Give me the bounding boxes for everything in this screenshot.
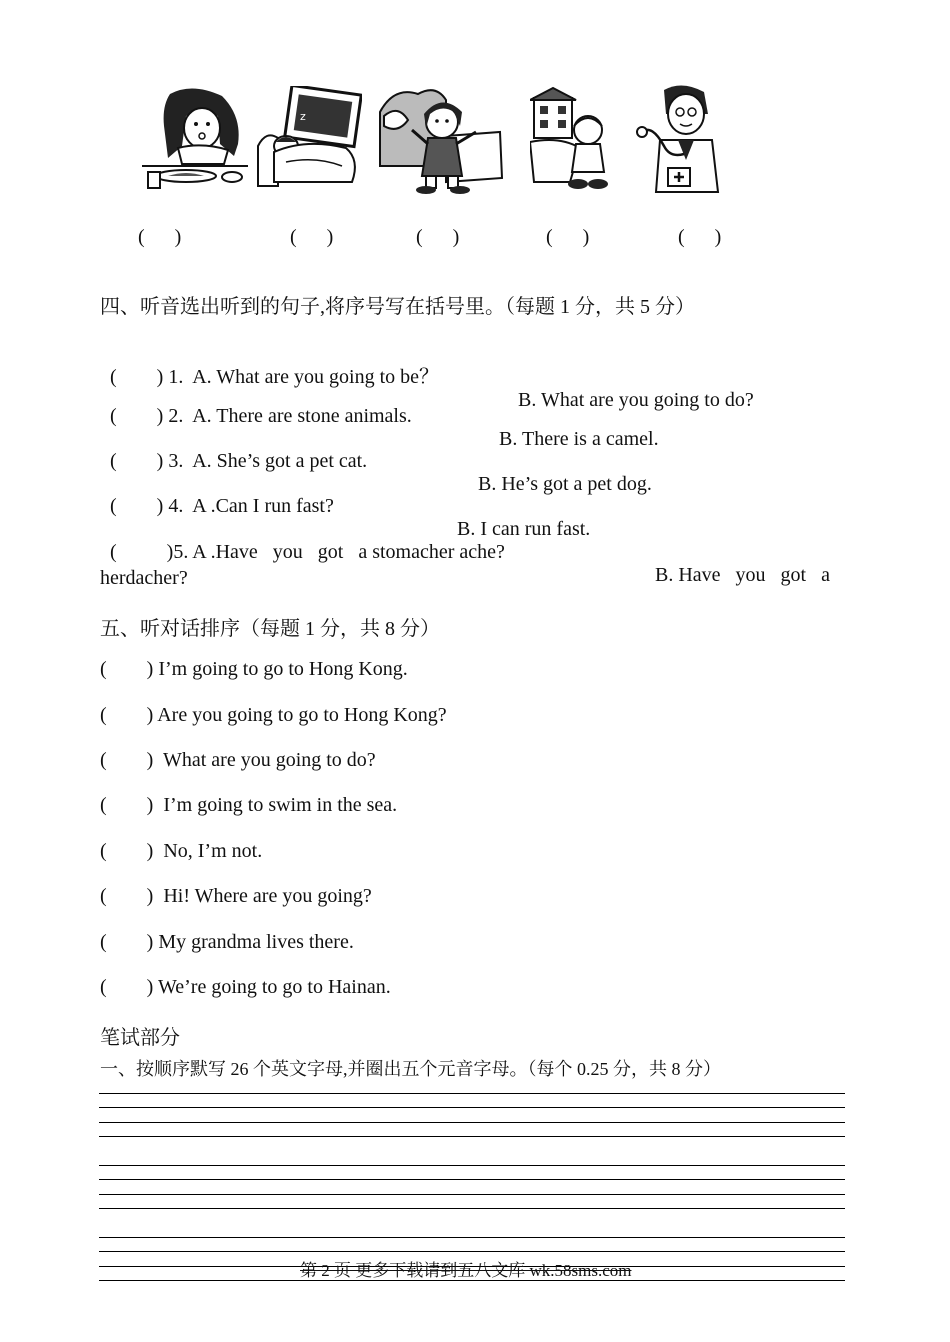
picture-answer-blank[interactable]: ( ) xyxy=(678,226,722,248)
written-part-title: 笔试部分 xyxy=(100,1027,180,1049)
picture-answer-blank[interactable]: ( ) xyxy=(138,226,182,248)
answer-blank[interactable]: ( ) xyxy=(100,704,154,726)
answer-blank[interactable]: ( ) xyxy=(100,931,154,953)
section-5-item xyxy=(100,885,372,908)
option-a: 5. A .Have you got a stomacher ache? xyxy=(173,541,505,563)
section-5-item xyxy=(100,840,262,863)
answer-blank[interactable]: ( ) xyxy=(110,366,164,388)
option-b: B. Have you got a xyxy=(655,564,830,586)
sentence: No, I’m not. xyxy=(153,840,263,862)
section-5-item xyxy=(100,794,397,817)
answer-blank[interactable]: ( ) xyxy=(100,658,154,680)
section-4-title: 四、听音选出听到的句子,将序号写在括号里。（每题 1 分，共 5 分） xyxy=(100,296,695,318)
answer-blank[interactable]: ( ) xyxy=(110,541,174,563)
sentence: Are you going to go to Hong Kong? xyxy=(153,704,447,726)
sentence: I’m going to swim in the sea. xyxy=(153,794,398,816)
picture-answer-blank[interactable]: ( ) xyxy=(546,226,590,248)
girl-waking-picture xyxy=(376,86,504,194)
answer-blank[interactable]: ( ) xyxy=(110,450,164,472)
svg-text:z: z xyxy=(300,110,306,123)
sentence: My grandma lives there. xyxy=(153,931,354,953)
option-b: B. What are you going to do? xyxy=(518,389,754,411)
option-b: B. I can run fast. xyxy=(457,518,591,540)
sentence: Hi! Where are you going? xyxy=(153,885,372,907)
section-5-item xyxy=(100,931,354,954)
section-4-item-5 xyxy=(100,518,850,587)
section-5-title: 五、听对话排序（每题 1 分，共 8 分） xyxy=(100,618,440,640)
option-b: B. There is a camel. xyxy=(499,428,659,450)
option-a: 3. A. She’s got a pet cat. xyxy=(163,450,368,472)
section-5-item xyxy=(100,704,447,727)
option-a: 4. A .Can I run fast? xyxy=(163,495,334,517)
sentence: I’m going to go to Hong Kong. xyxy=(153,658,408,680)
answer-blank[interactable]: ( ) xyxy=(100,976,154,998)
section-5-item xyxy=(100,749,376,772)
answer-blank[interactable]: ( ) xyxy=(110,405,164,427)
child-at-school-picture xyxy=(530,86,610,194)
answer-blank[interactable]: ( ) xyxy=(100,840,154,862)
answer-blank[interactable]: ( ) xyxy=(100,794,154,816)
section-4-item-5-continuation: herdacher? xyxy=(100,567,188,589)
answer-blank[interactable]: ( ) xyxy=(100,749,154,771)
answer-blank[interactable]: ( ) xyxy=(100,885,154,907)
page-footer: 第 2 页 更多下载请到五八文库 wk.58sms.com xyxy=(300,1261,632,1280)
written-q1-title: 一、按顺序默写 26 个英文字母,并圈出五个元音字母。（每个 0.25 分，共 8 分） xyxy=(100,1059,721,1079)
girl-eating-picture xyxy=(142,86,248,194)
section-5-item xyxy=(100,658,408,681)
child-sleeping-picture xyxy=(256,86,362,194)
picture-answer-blank[interactable]: ( ) xyxy=(416,226,460,248)
doctor-picture xyxy=(634,84,720,194)
option-a: 1. A. What are you going to be？ xyxy=(163,366,440,388)
picture-answer-blank[interactable]: ( ) xyxy=(290,226,334,248)
option-a: 2. A. There are stone animals. xyxy=(163,405,412,427)
answer-blank[interactable]: ( ) xyxy=(110,495,164,517)
section-5-item xyxy=(100,976,391,999)
sentence: What are you going to do? xyxy=(153,749,376,771)
option-b: B. He’s got a pet dog. xyxy=(478,473,652,495)
sentence: We’re going to go to Hainan. xyxy=(153,976,391,998)
